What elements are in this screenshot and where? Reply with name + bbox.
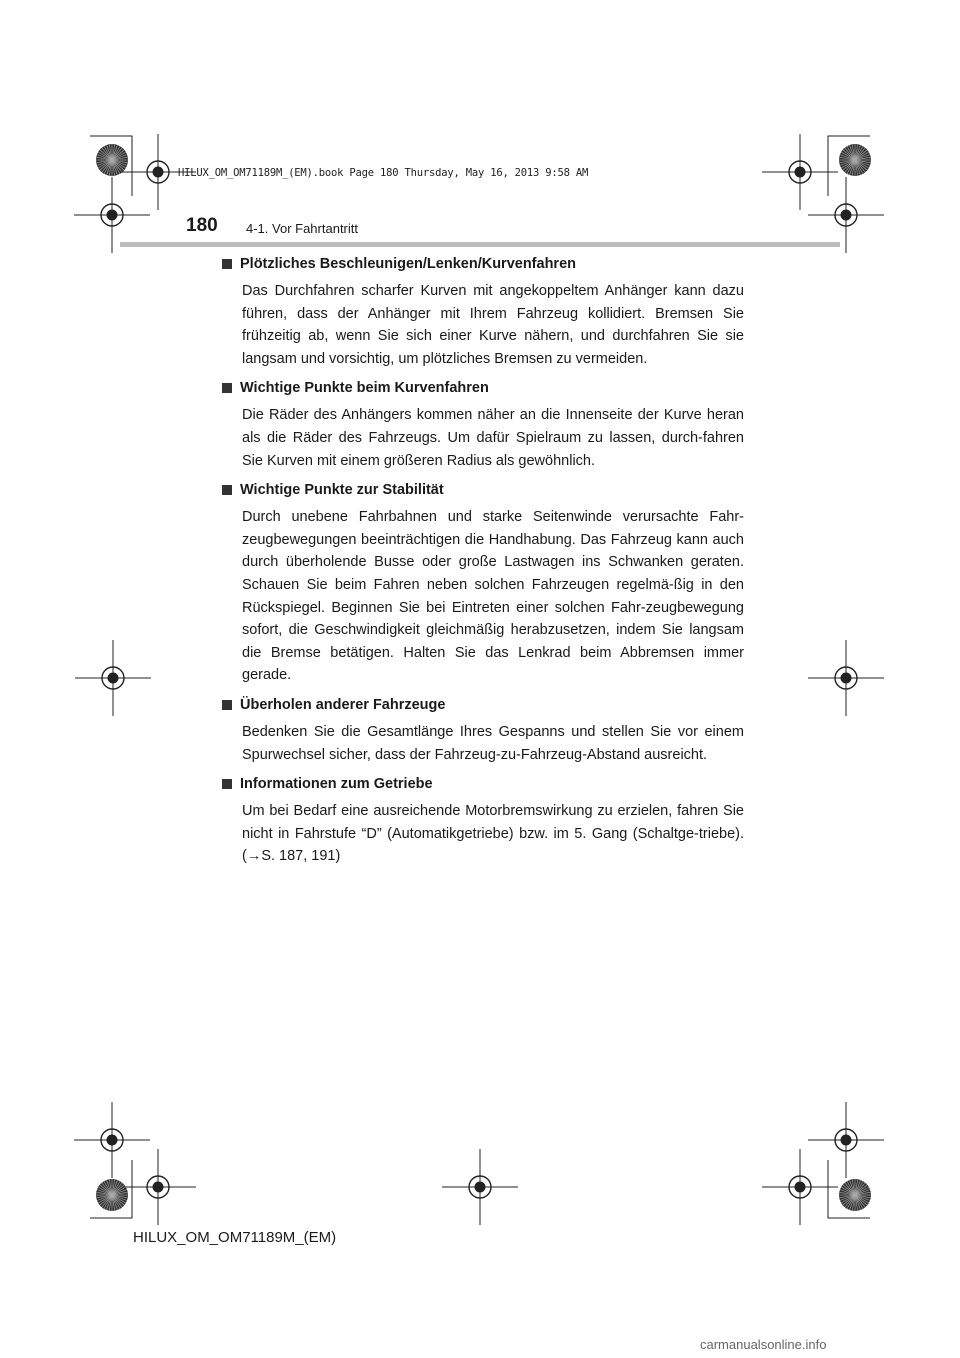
crosshair-mark-bottom-left-upper — [74, 1102, 150, 1178]
crosshair-mark-bottom-right-upper — [808, 1102, 884, 1178]
watermark-text: carmanualsonline.info — [700, 1337, 827, 1352]
section-heading — [222, 378, 744, 398]
crosshair-mark-mid-left — [75, 640, 151, 716]
section-cornering — [222, 378, 744, 472]
page-content — [222, 254, 744, 876]
chapter-title: 4-1. Vor Fahrtantritt — [246, 221, 358, 236]
section-heading-text: Wichtige Punkte beim Kurvenfahren — [240, 380, 489, 397]
sunburst-mark-bottom-left — [96, 1179, 128, 1211]
crosshair-mark-top-right — [762, 134, 838, 210]
section-heading-text: Wichtige Punkte zur Stabilität — [240, 482, 444, 499]
sunburst-mark-top-left — [96, 144, 128, 176]
section-transmission — [222, 774, 744, 868]
crosshair-mark-bottom-left — [120, 1149, 196, 1225]
section-heading — [222, 774, 744, 794]
square-bullet-icon — [222, 700, 232, 710]
crosshair-mark-bottom-center — [442, 1149, 518, 1225]
section-body: Die Räder des Anhängers kommen näher an die Innenseite der Kurve heran als die Räder des Fahrzeugs. Um dafür Spielraum zu lassen, durch-fahren Sie Kurven mit einem größeren Radius als gewöhnlich. — [242, 407, 744, 469]
header-divider — [120, 242, 840, 247]
section-heading-text: Plötzliches Beschleunigen/Lenken/Kurvenfahren — [240, 256, 576, 272]
section-heading — [222, 695, 744, 715]
section-heading-text: Überholen anderer Fahrzeuge — [240, 696, 446, 713]
crosshair-mark-mid-right — [808, 640, 884, 716]
section-stability — [222, 480, 744, 687]
crosshair-mark-bottom-right — [762, 1149, 838, 1225]
page-number: 180 — [186, 215, 218, 236]
section-body: Um bei Bedarf eine ausreichende Motorbremswirkung zu erzielen, fahren Sie nicht in Fahrstufe “D” (Automatikgetriebe) bzw. im 5. Gang (Schaltge-triebe). (→S. 187, 191) — [242, 803, 744, 865]
square-bullet-icon — [222, 259, 232, 269]
section-heading-text: Informationen zum Getriebe — [240, 776, 433, 793]
section-sudden-acceleration — [222, 254, 744, 370]
square-bullet-icon — [222, 485, 232, 495]
sunburst-mark-top-right — [839, 144, 871, 176]
square-bullet-icon — [222, 779, 232, 789]
section-body: Bedenken Sie die Gesamtlänge Ihres Gespanns und stellen Sie vor einem Spurwechsel sicher, dass der Fahrzeug-zu-Fahrzeug-Abstand ausreicht. — [242, 723, 744, 763]
section-heading — [222, 254, 744, 274]
document-code: HILUX_OM_OM71189M_(EM) — [133, 1229, 337, 1246]
sunburst-mark-bottom-right — [839, 1179, 871, 1211]
section-heading — [222, 480, 744, 500]
section-overtaking — [222, 695, 744, 766]
section-body: Das Durchfahren scharfer Kurven mit angekoppeltem Anhänger kann dazu führen, dass der Anhänger mit Ihrem Fahrzeug kollidiert. Bremsen Sie frühzeitig ab, wenn Sie sich einer Kurve nähern, und durchfahren Sie sie langsam und vorsichtig, um plötzliches Bremsen zu vermeiden. — [242, 283, 744, 367]
book-meta-line: HILUX_OM_OM71189M_(EM).book Page 180 Thursday, May 16, 2013 9:58 AM — [178, 167, 589, 179]
section-body: Durch unebene Fahrbahnen und starke Seitenwinde verursachte Fahr-zeugbewegungen beeinträchtigen die Handhabung. Das Fahrzeug kann auch durch überholende Busse oder große Lastwagen ins Schwanken geraten. Schauen Sie beim Fahren neben solchen Fahrzeugen regelmä-ßig in den Rückspiegel. Beginnen Sie bei Eintreten einer solchen Fahr-zeugbewegung sofort, die Geschwindigkeit gleichmäßig herabzusetzen, indem Sie langsam die Bremse betätigen. Halten Sie das Lenkrad beim Abbremsen immer gerade. — [242, 509, 744, 684]
square-bullet-icon — [222, 383, 232, 393]
